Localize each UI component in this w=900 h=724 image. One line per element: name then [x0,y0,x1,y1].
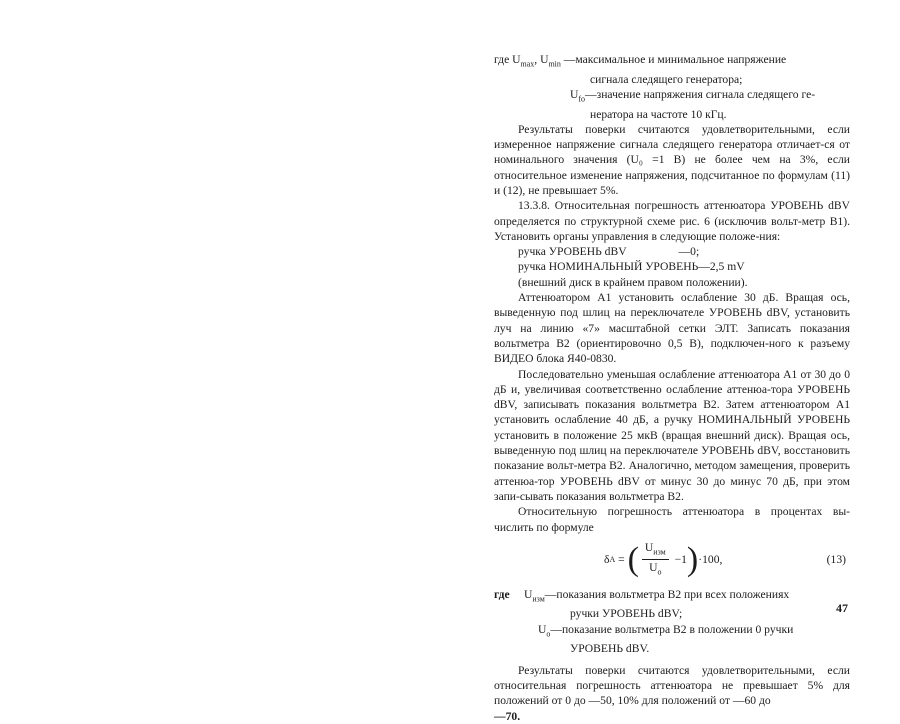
left-paren: ( [627,540,639,578]
paragraph-results-1: Результаты поверки считаются удовлетворительными, если измеренное напряжение сигнала следящего генератора отличает-ся от номинального значения (U₀ =1 В) не более чем на 3%, если относительное изменение напряжения, подсчитанное по формулам (11) и (12), не превышает 5%. [494,122,850,197]
right-paren: ) [686,540,699,578]
where-uo [494,622,850,642]
paragraph-sequential: Последовательно уменьшая ослабление аттенюатора А1 от 30 до 0 дБ и, увеличивая соответственно ослабление аттенюа-тора УРОВЕНЬ dBV, записывать показания вольтметра В2. Затем аттенюатором А1 установить ослабление 40 дБ, а ручку НОМИНАЛЬНЫЙ УРОВЕНЬ установить в положение 25 мкВ (вращая внешний диск). Вращая ось, выведенную под шлиц на переключателе УРОВЕНЬ dBV, восстановить показание вольт-метра В2. Аналогично, методом замещения, проверить аттенюа-тор УРОВЕНЬ dBV от минус 30 до минус 70 дБ, при этом запи-сывать показания вольтметра В2. [494,367,850,503]
sub-min: min [548,59,561,69]
formula-number: (13) [826,553,846,567]
paragraph-13-3-8: 13.3.8. Относительная погрешность аттенюатора УРОВЕНЬ dBV определяется по структурной схеме рис. 6 (исключив вольт-метр В1). Установить органы управления в следующие положе-ния: [494,199,850,243]
where-uizm [494,587,850,607]
sub-max: max [520,59,535,69]
paragraph-results-2: Результаты поверки считаются удовлетворительными, если относительная погрешность аттенюатора не превышает 5% для положений от 0 до —50, 10% для положений от —60 до [494,663,850,708]
fraction-denominator: $U_o$ [649,561,662,577]
setting-outer-disk: (внешний диск в крайнем правом положении). [518,275,748,289]
uizm-sub: изм [532,594,545,604]
definition-umax-umin [494,52,850,72]
paragraph-attenuator-a1: Аттенюатором А1 установить ослабление 30 дБ. Вращая ось, выведенную под шлиц на переключателе УРОВЕНЬ dBV, установить луч на линию «7» масштабной сетки ЭЛТ. Записать показания вольтметра В2 (ориентировочно 0,5 В), подключен-ного к разъему ВИДЕО блока Я40-0830. [494,291,850,366]
def-prefix: где U [494,53,521,66]
ufo-sub: fo [578,94,586,104]
uo-symbol: U [538,622,547,636]
uizm-text: —показания вольтметра В2 при всех положениях [544,587,790,601]
uo-sub: o [546,629,551,639]
times-hundred: ·100, [698,553,723,567]
formula-body [604,540,722,580]
setting-nominal-level: ручка НОМИНАЛЬНЫЙ УРОВЕНЬ—2,5 mV [518,260,745,274]
where-label: где [494,587,510,601]
def-mid: , U [534,53,549,66]
uizm-symbol: U [524,587,533,601]
delta-symbol: δ [604,553,610,567]
text-column [494,52,850,724]
definition-line-4: нератора на частоте 10 кГц. [590,107,727,121]
uo-continuation: УРОВЕНЬ dBV. [570,642,650,656]
paragraph-formula-intro: Относительную погрешность аттенюатора в процентах вы-числить по формуле [494,505,850,534]
equals-sign: = [615,553,628,567]
fraction [642,540,669,580]
minus-one: −1 [671,553,687,567]
page-number: 47 [836,601,848,615]
uizm-continuation: ручки УРОВЕНЬ dBV; [570,607,683,621]
definition-ufo [494,87,850,107]
delta-sub: A [609,555,616,565]
paragraph-results-2-end: —70. [494,709,521,723]
fraction-numerator: $U_{изм}$ [642,540,669,561]
uo-text: —показание вольтметра В2 в положении 0 ручки [550,622,794,636]
setting-level-dbv: ручка УРОВЕНЬ dBV —0; [518,245,700,259]
ufo-symbol: U [570,87,579,101]
def-rest: —максимальное и минимальное напряжение [560,53,787,66]
formula-13 [494,539,850,581]
ufo-text: —значение напряжения сигнала следящего ге- [585,87,816,101]
definition-line-2: сигнала следящего генератора; [590,72,743,86]
